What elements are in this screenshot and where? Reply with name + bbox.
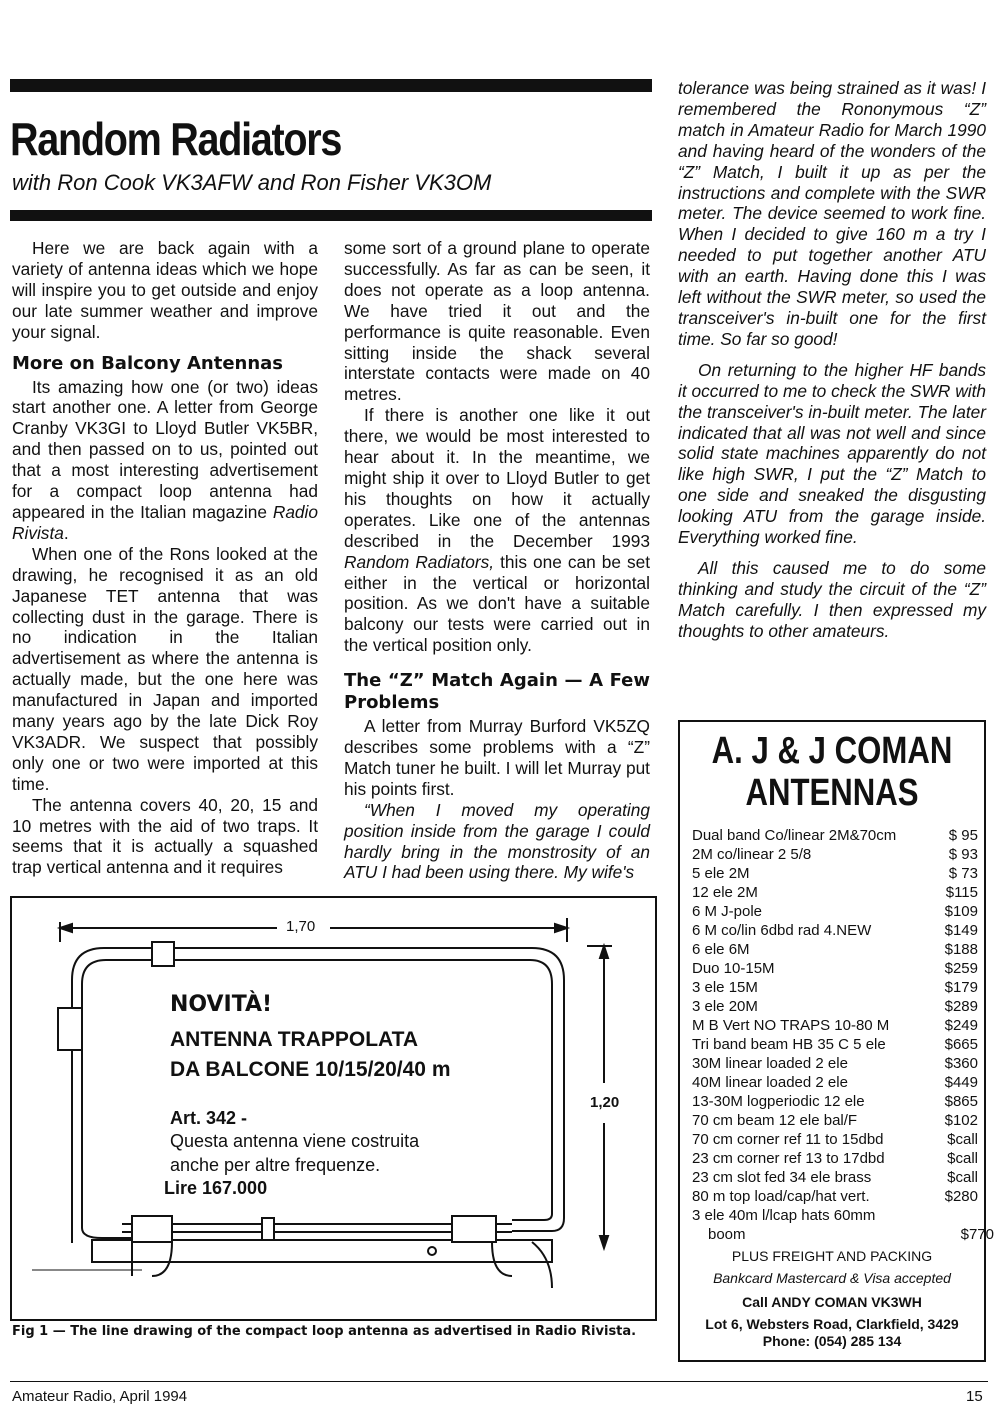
ad-item-name: 2M co/linear 2 5/8 [692, 846, 812, 863]
text: If there is another one like it out there, we would be most interested to hear about it. In the meantime, we might ship it over to Lloyd Butler to get his thoughts on how it actually operates. Like one of the antennas described in the December 1993 [344, 405, 650, 551]
ad-phone: Phone: (054) 285 134 [762, 1333, 902, 1349]
figure-box [10, 896, 657, 1321]
ad-item-price: $call [947, 1169, 978, 1186]
column-1 [12, 238, 318, 878]
page-number: 15 [966, 1388, 983, 1405]
ad-item-name: 13-30M logperiodic 12 ele [692, 1093, 865, 1110]
ad-item-name: Duo 10-15M [692, 960, 775, 977]
byline: with Ron Cook VK3AFW and Ron Fisher VK3OM [12, 170, 492, 195]
byline-rule [10, 210, 652, 221]
ad-item-name: 70 cm beam 12 ele bal/F [692, 1112, 858, 1129]
ad-item-name: 6 M co/lin 6dbd rad 4.NEW [692, 922, 872, 939]
ad-list-item [692, 883, 978, 902]
ad-item-name: 70 cm corner ref 11 to 15dbd [692, 1131, 884, 1148]
ad-item-name: 6 ele 6M [692, 941, 750, 958]
ad-item-price: $call [947, 1131, 978, 1148]
dimension-width: 1,70 [286, 918, 316, 935]
paragraph: some sort of a ground plane to operate successfully. As far as can be seen, it does not operate as a loop antenna. We have tried it out and the performance is quite reasonable. Even sitting inside the shack several interstate contacts were made on 40 metres. [344, 238, 650, 405]
ad-list-item [692, 940, 978, 959]
ad-desc-2: anche per altre frequenze. [170, 1155, 381, 1175]
ad-line-2: DA BALCONE 10/15/20/40 m [170, 1058, 451, 1081]
ad-list-item [692, 959, 978, 978]
ad-item-price: $call [947, 1150, 978, 1167]
ad-item-name: 3 ele 40m l/lcap hats 60mm [692, 1207, 876, 1224]
spacer [678, 350, 986, 360]
page-title: Random Radiators [10, 113, 342, 165]
ad-item-price: $ 73 [948, 865, 978, 882]
paragraph [12, 377, 318, 544]
ad-item-price: $770 [960, 1226, 994, 1243]
ad-item-name: 30M linear loaded 2 ele [692, 1055, 848, 1072]
ad-item-price: $179 [944, 979, 978, 996]
ad-item-name: Tri band beam HB 35 C 5 ele [692, 1036, 886, 1053]
ad-address: Lot 6, Websters Road, Clarkfield, 3429 [705, 1316, 959, 1332]
ad-item-price: $ 93 [948, 846, 978, 863]
antenna-drawing [12, 898, 655, 1319]
ad-line-1: ANTENNA TRAPPOLATA [170, 1028, 419, 1051]
ad-list-item [692, 826, 978, 845]
ad-list-item [692, 1168, 978, 1187]
ad-item-name: 80 m top load/cap/hat vert. [692, 1188, 870, 1205]
ad-item-name: boom [708, 1226, 746, 1243]
ad-desc-1: Questa antenna viene costruita [170, 1131, 420, 1151]
spacer [678, 548, 986, 558]
text: this one can be set either in the vertical or horizontal position. As we don't have a suitable balcony our tests were carried out in the vertical position only. [344, 551, 650, 656]
ad-list-item [692, 902, 978, 921]
ad-list-item [692, 1111, 978, 1130]
ad-item-price: $249 [944, 1017, 978, 1034]
ad-list-item [692, 921, 978, 940]
paragraph: Here we are back again with a variety of antenna ideas which we hope will inspire you to get outside and enjoy our late summer weather and improve your signal. [12, 238, 318, 342]
ad-item-price: $865 [944, 1093, 978, 1110]
ad-item-name: M B Vert NO TRAPS 10-80 M [692, 1017, 890, 1034]
ad-cards: Bankcard Mastercard & Visa accepted [713, 1270, 951, 1286]
section-heading: The “Z” Match Again — A Few Problems [344, 670, 650, 714]
ad-list-item [692, 1187, 978, 1206]
ad-headline: NOVITÀ! [170, 992, 273, 1017]
ad-item-price: $449 [944, 1074, 978, 1091]
ad-list-item [692, 1130, 978, 1149]
ad-item-price: $289 [944, 998, 978, 1015]
ad-item-price: $149 [944, 922, 978, 939]
ad-list-item [692, 978, 978, 997]
ad-call: Call ANDY COMAN VK3WH [742, 1294, 922, 1310]
ad-freight: PLUS FREIGHT AND PACKING [731, 1248, 933, 1264]
paragraph: The antenna covers 40, 20, 15 and 10 metres with the aid of two traps. It seems that it is actually a squashed trap vertical antenna and it requires [12, 794, 318, 878]
top-rule [10, 79, 652, 92]
ad-list-item [692, 864, 978, 883]
figure-caption: Fig 1 — The line drawing of the compact loop antenna as advertised in Radio Rivista. [12, 1324, 637, 1339]
ad-item-price: $ 95 [948, 827, 978, 844]
ad-list-item [692, 1016, 978, 1035]
ad-list-item [692, 1206, 978, 1225]
ad-item-name: 23 cm slot fed 34 ele brass [692, 1169, 872, 1186]
ad-list-item [692, 1054, 978, 1073]
paragraph: On returning to the higher HF bands it occurred to me to check the SWR with the transceiver's in-built meter. The later indicated that all was not well and since solid state machines apparently do not like high SWR, I put the “Z” Match to one side and sneaked the disgusting looking ATU from the garage inside. Everything worked fine. [678, 359, 986, 548]
magazine-name: Radio Rivista [12, 501, 318, 543]
column-3 [678, 78, 986, 642]
ad-item-price: $102 [944, 1112, 978, 1129]
paragraph: All this caused me to do some thinking and study the circuit of the “Z” Match carefully. I then expressed my thoughts to other amateurs. [678, 557, 986, 641]
ad-price: Lire 167.000 [164, 1178, 268, 1198]
column-2 [344, 238, 650, 883]
ad-item-price: $280 [944, 1188, 978, 1205]
ad-item-price: $360 [944, 1055, 978, 1072]
ad-item-name: 6 M J-pole [692, 903, 763, 920]
ad-item-name: 40M linear loaded 2 ele [692, 1074, 848, 1091]
text: . [63, 522, 69, 543]
paragraph: “When I moved my operating position inside from the garage I could hardly bring in the monstrosity of an ATU I had been using there. My wife's [344, 799, 650, 883]
ad-list-item [692, 1035, 978, 1054]
ad-list-item [692, 845, 978, 864]
ad-item-name: 5 ele 2M [692, 865, 750, 882]
ad-item-price: $665 [944, 1036, 978, 1053]
ad-list-item [708, 1225, 994, 1244]
paragraph: When one of the Rons looked at the drawing, he recognised it as an old Japanese TET antenna that was collecting dust in the garage. There is no indication in the Italian advertisement as where the antenna is actually made, but the one here was manufactured in Japan and imported many years ago by the late Dick Roy VK3ADR. We suspect that possibly only one or two were imported at this time. [12, 543, 318, 794]
ad-list-item [692, 1092, 978, 1111]
ad-item-name: 23 cm corner ref 13 to 17dbd [692, 1150, 885, 1167]
footer-rule [10, 1381, 988, 1382]
ad-list-item [692, 1073, 978, 1092]
ad-item-name: Dual band Co/linear 2M&70cm [692, 827, 897, 844]
ad-article: Art. 342 - [170, 1108, 248, 1128]
ad-title-1: A. J & J COMAN [711, 730, 953, 772]
ad-item-name: 3 ele 20M [692, 998, 758, 1015]
section-heading: More on Balcony Antennas [12, 352, 284, 374]
ad-list-item [692, 997, 978, 1016]
advertisement-box [678, 720, 994, 1362]
paragraph [344, 405, 650, 656]
column-name: Random Radiators, [344, 551, 495, 572]
dimension-height: 1,20 [590, 1094, 620, 1111]
ad-item-price: $259 [944, 960, 978, 977]
ad-item-price: $115 [945, 884, 978, 901]
paragraph: tolerance was being strained as it was! I remembered the Rononymous “Z” match in Amateur Radio for March 1990 and having heard of the wonders of the “Z” Match, I built it up as per the instructions and complete with the SWR meter. The device seemed to work fine. When I decided to give 160 m a try I needed to put together another ATU with an earth. Having done this I was left without the SWR meter, so used the transceiver's in-built one for the first time. So far so good! [678, 78, 986, 349]
ad-item-name: 12 ele 2M [692, 884, 758, 901]
text: Its amazing how one (or two) ideas start another one. A letter from George Cranby VK3GI to Lloyd Butler VK5BR, and then passed on to us, pointed out that a most interesting advertisement for a compact loop antenna had appeared in the Italian magazine [12, 376, 318, 522]
ad-item-price: $109 [944, 903, 978, 920]
footer-publication: Amateur Radio, April 1994 [12, 1388, 188, 1405]
ad-title-2: ANTENNAS [745, 772, 919, 814]
ad-item-name: 3 ele 15M [692, 979, 758, 996]
paragraph: A letter from Murray Burford VK5ZQ describes some problems with a “Z” Match tuner he built. I will let Murray put his points first. [344, 716, 650, 799]
ad-list-item [692, 1149, 978, 1168]
ad-item-price: $188 [944, 941, 978, 958]
